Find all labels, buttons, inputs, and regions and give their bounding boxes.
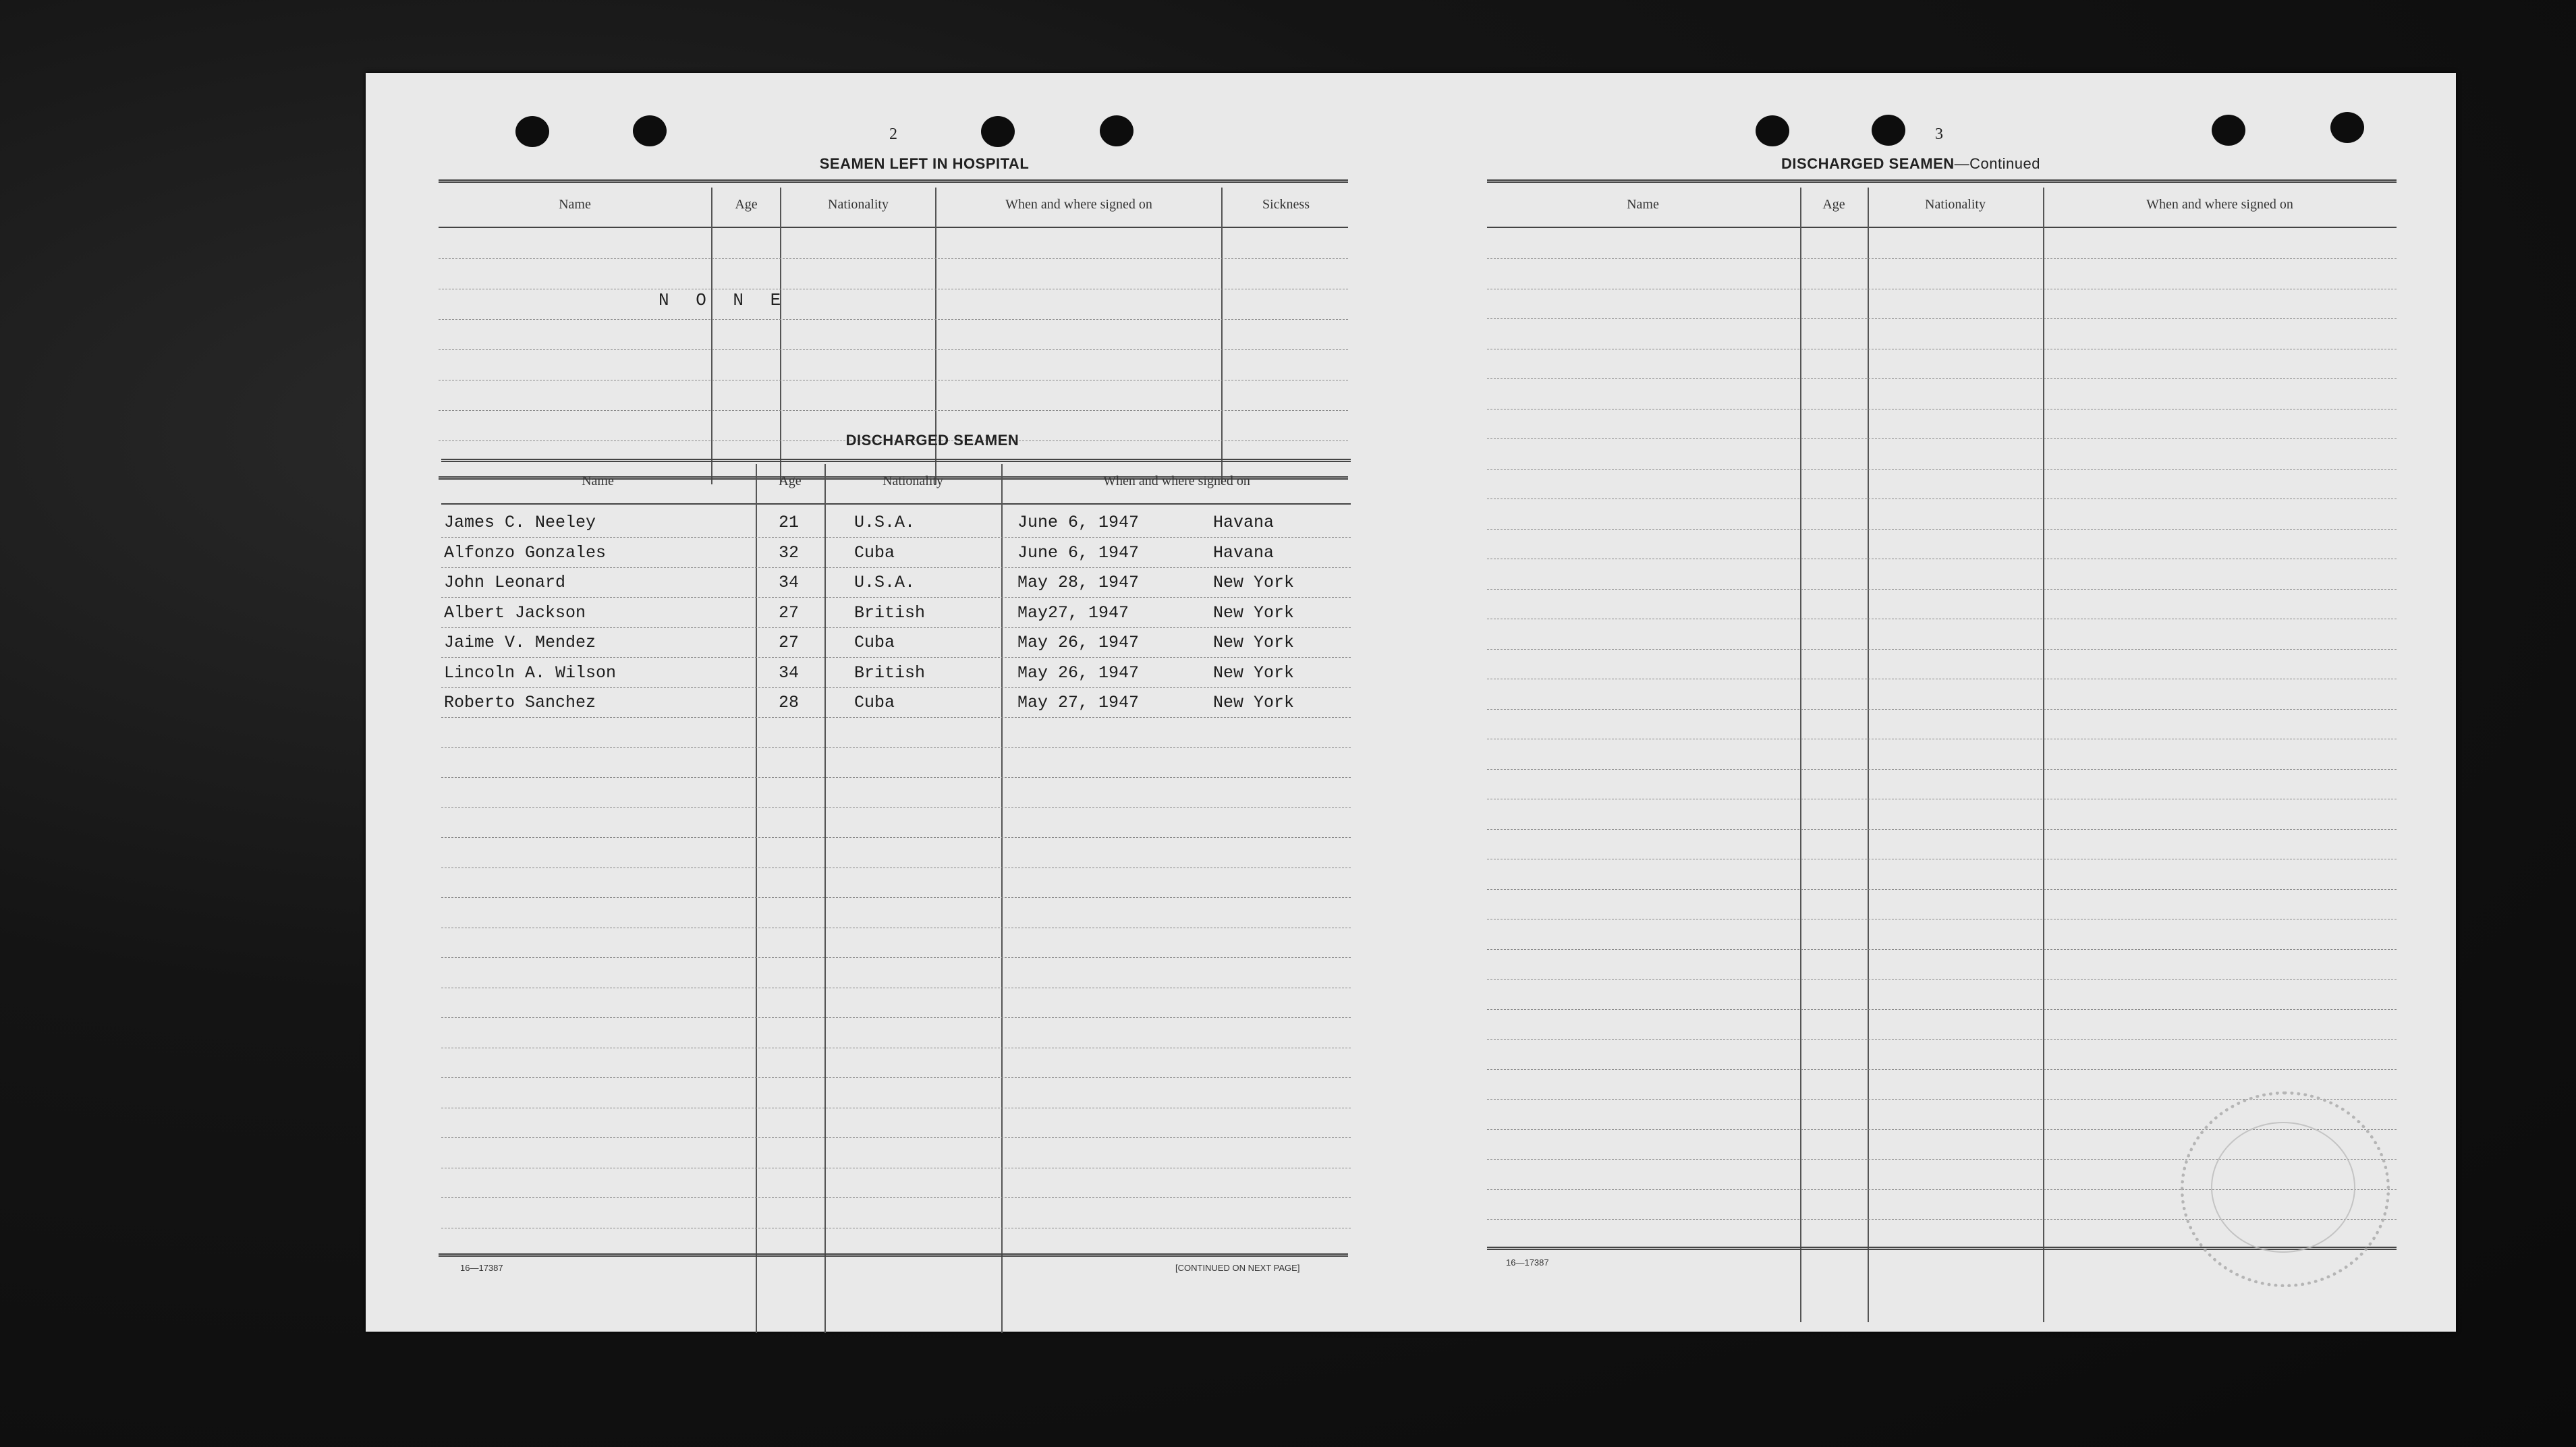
table-row-line	[441, 597, 1351, 598]
table-row-line	[441, 1137, 1351, 1138]
col-header-sickness: Sickness	[1262, 197, 1310, 212]
seaman-signed-date: May27, 1947	[1017, 602, 1129, 623]
table-row-line	[1487, 589, 2397, 590]
seaman-age: 32	[779, 542, 800, 563]
seaman-signed-date: June 6, 1947	[1017, 542, 1140, 563]
table-row-line	[1487, 949, 2397, 950]
table-row-line	[441, 837, 1351, 838]
col-header-signed-on: When and where signed on	[2146, 197, 2293, 212]
col-header-name: Name	[559, 197, 591, 212]
table-row-line	[1487, 529, 2397, 530]
table-row-line	[1487, 709, 2397, 710]
page-number-left: 2	[889, 125, 897, 143]
seaman-nationality: U.S.A.	[854, 573, 916, 592]
form-number-left: 16—17387	[460, 1263, 503, 1273]
table-column-line	[2043, 188, 2044, 1322]
col-header-nationality: Nationality	[1925, 197, 1986, 212]
table-row-line	[1487, 1039, 2397, 1040]
seaman-signed-date: May 27, 1947	[1017, 693, 1140, 712]
punch-hole	[981, 116, 1015, 147]
table-row-line	[441, 567, 1351, 568]
table-row-line	[1487, 1069, 2397, 1070]
table-column-line	[824, 464, 826, 1333]
table-row-line	[1487, 1009, 2397, 1010]
table-row-line	[439, 410, 1348, 411]
seaman-age: 21	[779, 513, 800, 532]
document-sheet	[366, 73, 2456, 1332]
seaman-signed-date: May 26, 1947	[1017, 662, 1140, 683]
seaman-age: 34	[779, 573, 800, 592]
seaman-signed-place: New York	[1213, 573, 1295, 592]
seaman-nationality: Cuba	[854, 693, 895, 712]
rule	[439, 179, 1348, 183]
discharged-section-title: DISCHARGED SEAMEN	[845, 432, 1019, 449]
table-row-line	[441, 1197, 1351, 1198]
rule	[1487, 179, 2397, 183]
col-header-nationality: Nationality	[828, 197, 889, 212]
col-header-name: Name	[1627, 197, 1659, 212]
punch-hole	[1872, 115, 1905, 146]
punch-hole	[515, 116, 549, 147]
table-row-line	[1487, 378, 2397, 379]
punch-hole	[1100, 115, 1133, 146]
table-row-line	[439, 349, 1348, 350]
page-number-right: 3	[1935, 125, 1943, 143]
seaman-signed-place: Havana	[1213, 513, 1275, 532]
rule	[439, 227, 1348, 228]
table-column-line	[1221, 188, 1223, 484]
seaman-signed-place: New York	[1213, 662, 1295, 683]
seaman-nationality: British	[854, 662, 926, 683]
hospital-section-title: SEAMEN LEFT IN HOSPITAL	[819, 155, 1030, 172]
punch-hole	[2330, 112, 2364, 143]
seaman-age: 27	[779, 633, 800, 652]
seaman-signed-date: May 28, 1947	[1017, 573, 1140, 592]
table-column-line	[711, 188, 712, 484]
rule	[439, 1253, 1348, 1257]
seaman-signed-place: New York	[1213, 633, 1295, 652]
seaman-name: Jaime V. Mendez	[444, 633, 596, 652]
seaman-nationality: Cuba	[854, 542, 895, 563]
rule	[441, 503, 1351, 505]
table-row-line	[441, 777, 1351, 778]
seaman-signed-place: Havana	[1213, 542, 1275, 563]
table-row-line	[441, 537, 1351, 538]
seaman-name: Roberto Sanchez	[444, 693, 596, 712]
col-header-signed-on: When and where signed on	[1103, 474, 1250, 488]
punch-hole	[2212, 115, 2245, 146]
col-header-nationality: Nationality	[883, 474, 943, 488]
seaman-name: John Leonard	[444, 573, 566, 592]
table-row-line	[1487, 258, 2397, 259]
table-row-line	[441, 1077, 1351, 1078]
seaman-signed-date: June 6, 1947	[1017, 513, 1140, 532]
table-column-line	[1800, 188, 1801, 1322]
table-row-line	[441, 897, 1351, 898]
seaman-name: Albert Jackson	[444, 602, 586, 623]
discharged-continued-title: DISCHARGED SEAMEN—Continued	[1781, 155, 2040, 172]
punch-hole	[1756, 115, 1789, 146]
col-header-name: Name	[582, 474, 614, 488]
seaman-nationality: U.S.A.	[854, 513, 916, 532]
table-column-line	[1001, 464, 1003, 1333]
table-row-line	[1487, 829, 2397, 830]
rule	[441, 459, 1351, 462]
col-header-age: Age	[735, 197, 758, 212]
table-row-line	[439, 258, 1348, 259]
table-row-line	[1487, 979, 2397, 980]
table-row-line	[1487, 438, 2397, 439]
table-row-line	[441, 687, 1351, 688]
seaman-name: James C. Neeley	[444, 513, 596, 532]
table-row-line	[1487, 769, 2397, 770]
table-row-line	[441, 807, 1351, 808]
table-row-line	[441, 1017, 1351, 1018]
seaman-age: 28	[779, 693, 800, 712]
seaman-name: Alfonzo Gonzales	[444, 542, 607, 563]
seaman-signed-date: May 26, 1947	[1017, 633, 1140, 652]
table-row-line	[1487, 318, 2397, 319]
table-column-line	[780, 188, 781, 484]
table-row-line	[441, 627, 1351, 628]
table-row-line	[439, 319, 1348, 320]
seaman-age: 34	[779, 662, 800, 683]
table-row-line	[1487, 889, 2397, 890]
form-number-right: 16—17387	[1506, 1257, 1549, 1268]
seaman-signed-place: New York	[1213, 693, 1295, 712]
seaman-age: 27	[779, 602, 800, 623]
col-header-age: Age	[1822, 197, 1845, 212]
customs-stamp-inner-ring	[2211, 1122, 2355, 1253]
rule	[1487, 227, 2397, 228]
punch-hole	[633, 115, 667, 146]
customs-stamp	[2181, 1091, 2390, 1287]
table-row-line	[1487, 649, 2397, 650]
seaman-nationality: Cuba	[854, 633, 895, 652]
table-column-line	[1868, 188, 1869, 1322]
hospital-none-entry: N O N E	[659, 290, 789, 310]
continued-note: [CONTINUED ON NEXT PAGE]	[1175, 1263, 1300, 1273]
col-header-signed-on: When and where signed on	[1005, 197, 1152, 212]
table-row-line	[441, 957, 1351, 958]
table-row-line	[441, 747, 1351, 748]
table-row-line	[441, 717, 1351, 718]
table-row-line	[1487, 469, 2397, 470]
table-column-line	[756, 464, 757, 1333]
seaman-signed-place: New York	[1213, 602, 1295, 623]
table-row-line	[441, 657, 1351, 658]
seaman-name: Lincoln A. Wilson	[444, 662, 617, 683]
col-header-age: Age	[779, 474, 802, 488]
seaman-nationality: British	[854, 602, 926, 623]
